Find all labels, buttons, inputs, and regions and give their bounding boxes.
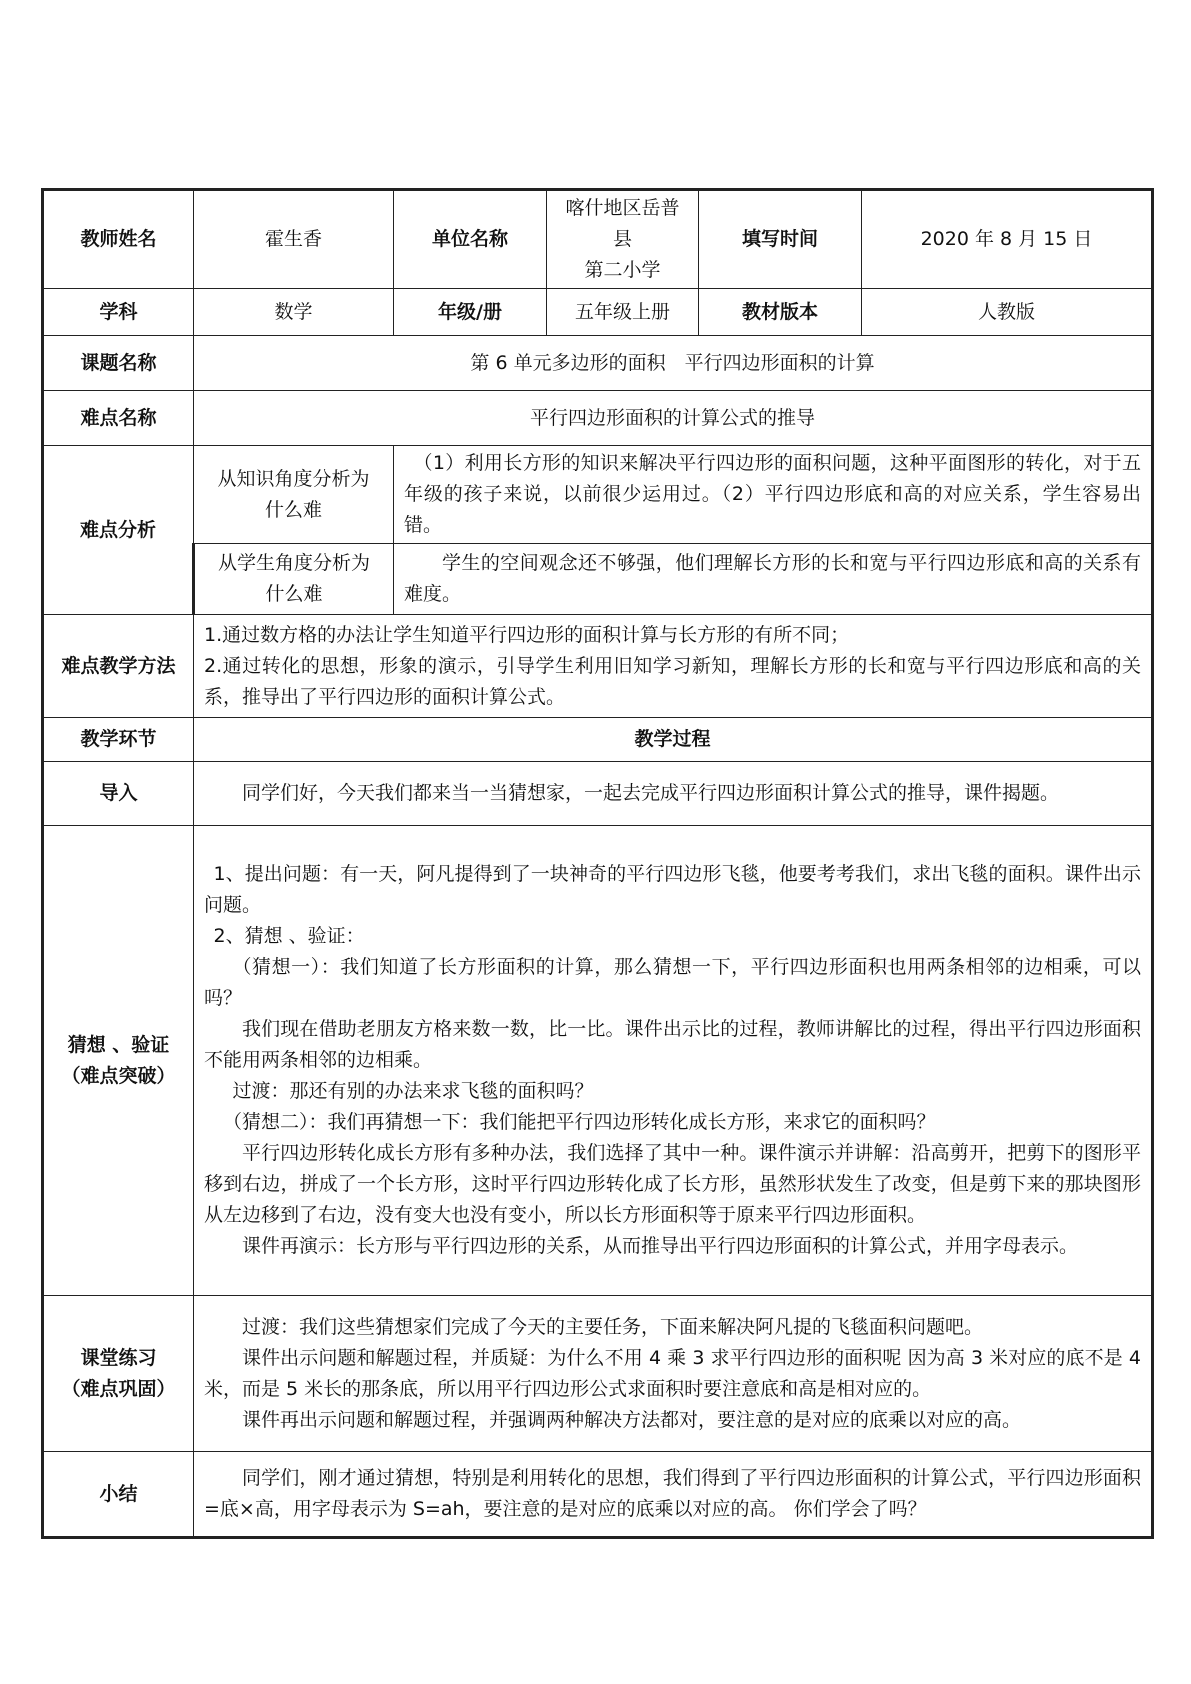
difficulty-row (43, 391, 1153, 446)
grade-label: 年级/册 (394, 289, 547, 336)
student-angle-text: 学生的空间观念还不够强，他们理解长方形的长和宽与平行四边形底和高的关系有难度。 (394, 544, 1153, 615)
method-line-2: 2.通过转化的思想，形象的演示，引导学生利用旧知学习新知，理解长方形的长和宽与平行四边形底和高的关系，推导出了平行四边形的面积计算公式。 (204, 654, 1141, 708)
knowledge-angle-label-line-1: 从知识角度分析为 (217, 467, 370, 490)
guess-label (43, 826, 194, 1296)
topic-value: 第 6 单元多边形的面积 平行四边形面积的计算 (194, 336, 1153, 391)
guess-paragraph-8: 课件再演示：长方形与平行四边形的关系，从而推导出平行四边形面积的计算公式，并用字母表示。 (242, 1235, 1079, 1257)
guess-paragraph-2: 2、猜想 、验证： (213, 925, 365, 947)
practice-paragraph-1: 过渡：我们这些猜想家们完成了今天的主要任务，下面来解决阿凡提的飞毯面积问题吧。 (242, 1315, 984, 1338)
analysis-row-student (43, 544, 1153, 615)
guess-paragraph-5: 过渡：那还有别的办法来求飞毯的面积吗？ (232, 1080, 594, 1102)
practice-paragraph-3: 课件再出示问题和解题过程，并强调两种解决方法都对，要注意的是对应的底乘以对应的高。 (242, 1408, 1022, 1431)
edition-value: 人教版 (862, 289, 1153, 336)
guess-paragraph-4: 我们现在借助老朋友方格来数一数，比一比。课件出示比的过程，教师讲解比的过程，得出平行四边形面积不能用两条相邻的边相乘。 (204, 1018, 1141, 1071)
analysis-row-knowledge (43, 446, 1153, 544)
intro-text: 同学们好，今天我们都来当一当猜想家，一起去完成平行四边形面积计算公式的推导，课件揭题。 (194, 762, 1153, 826)
guess-text (194, 826, 1153, 1296)
summary-row (43, 1452, 1153, 1538)
practice-text (194, 1296, 1153, 1452)
method-line-1: 1.通过数方格的办法让学生知道平行四边形的面积计算与长方形的有所不同； (204, 623, 850, 646)
intro-label: 导入 (43, 762, 194, 826)
knowledge-angle-label (194, 446, 394, 544)
date-label: 填写时间 (699, 190, 862, 289)
unit-name-line-2: 第二小学 (584, 259, 661, 281)
info-row-2 (43, 289, 1153, 336)
guess-paragraph-1: 1、提出问题：有一天，阿凡提得到了一块神奇的平行四边形飞毯，他要考考我们，求出飞毯的面积。课件出示问题。 (204, 863, 1141, 916)
analysis-label: 难点分析 (43, 446, 194, 615)
guess-paragraph-3: （猜想一）：我们知道了长方形面积的计算，那么猜想一下，平行四边形面积也用两条相邻的边相乘，可以吗？ (204, 956, 1141, 1009)
knowledge-angle-text: （1）利用长方形的知识来解决平行四边形的面积问题，这种平面图形的转化，对于五年级的孩子来说，以前很少运用过。（2）平行四边形底和高的对应关系，学生容易出错。 (394, 446, 1153, 544)
topic-label: 课题名称 (43, 336, 194, 391)
fill-date: 2020 年 8 月 15 日 (862, 190, 1153, 289)
intro-row (43, 762, 1153, 826)
summary-label: 小结 (43, 1452, 194, 1538)
method-text (194, 615, 1153, 718)
lesson-plan-table (41, 188, 1154, 1539)
teacher-label: 教师姓名 (43, 190, 194, 289)
practice-row (43, 1296, 1153, 1452)
guess-label-line-2: （难点突破） (61, 1064, 176, 1087)
process-stage-label: 教学环节 (43, 718, 194, 762)
method-label: 难点教学方法 (43, 615, 194, 718)
edition-label: 教材版本 (699, 289, 862, 336)
grade-value: 五年级上册 (547, 289, 699, 336)
unit-label: 单位名称 (394, 190, 547, 289)
knowledge-angle-label-line-2: 什么难 (264, 498, 322, 521)
subject-value: 数学 (194, 289, 394, 336)
student-angle-label-line-2: 什么难 (265, 583, 323, 605)
unit-name-line-1: 喀什地区岳普县 (565, 197, 680, 250)
guess-label-line-1: 猜想 、验证 (67, 1033, 170, 1056)
process-content-label: 教学过程 (194, 718, 1153, 762)
info-row-1 (43, 190, 1153, 289)
guess-paragraph-7: 平行四边形转化成长方形有多种办法，我们选择了其中一种。课件演示并讲解：沿高剪开，把剪下的图形平移到右边，拼成了一个长方形，这时平行四边形转化成了长方形，虽然形状发生了改变，但是剪下来的那块图形从左边移到了右边，没有变大也没有变小，所以长方形面积等于原来平行四边形面积。 (204, 1142, 1141, 1226)
student-angle-label (194, 544, 394, 615)
topic-row (43, 336, 1153, 391)
practice-label-line-2: （难点巩固） (61, 1377, 176, 1400)
subject-label: 学科 (43, 289, 194, 336)
difficulty-value: 平行四边形面积的计算公式的推导 (194, 391, 1153, 446)
guess-paragraph-6: （猜想二）：我们再猜想一下：我们能把平行四边形转化成长方形，来求它的面积吗？ (223, 1111, 936, 1133)
student-angle-label-line-1: 从学生角度分析为 (217, 552, 370, 574)
unit-name (547, 190, 699, 289)
guess-row (43, 826, 1153, 1296)
process-header-row (43, 718, 1153, 762)
practice-label-line-1: 课堂练习 (80, 1346, 157, 1369)
method-row (43, 615, 1153, 718)
practice-paragraph-2: 课件出示问题和解题过程，并质疑：为什么不用 4 乘 3 求平行四边形的面积呢 因为高 3 米对应的底不是 4 米，而是 5 米长的那条底，所以用平行四边形公式求面积时要注意底和高是相对应的。 (204, 1346, 1141, 1400)
teacher-name: 霍生香 (194, 190, 394, 289)
practice-label (43, 1296, 194, 1452)
summary-text: 同学们，刚才通过猜想，特别是利用转化的思想，我们得到了平行四边形面积的计算公式，平行四边形面积=底×高，用字母表示为 S=ah，要注意的是对应的底乘以对应的高。 你们学会了吗？ (194, 1452, 1153, 1538)
difficulty-label: 难点名称 (43, 391, 194, 446)
